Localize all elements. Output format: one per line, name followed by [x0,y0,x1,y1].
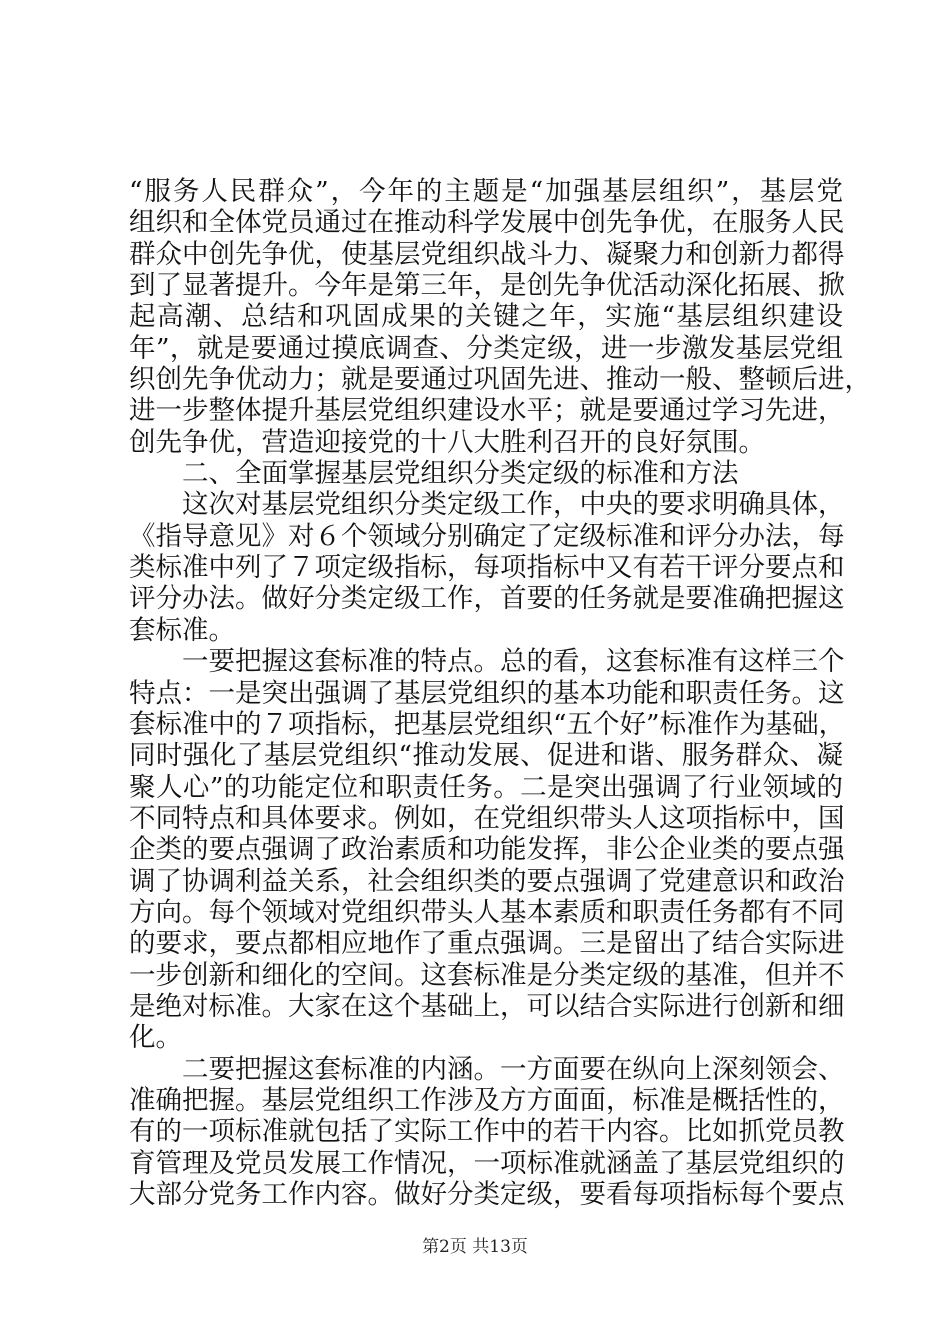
text-line: 方向。每个领域对党组织带头人基本素质和职责任务都有不同 [129,896,845,928]
text-line: 的要求，要点都相应地作了重点强调。三是留出了结合实际进 [129,928,845,960]
text-line: 套标准中的７项指标，把基层党组织“五个好”标准作为基础， [129,708,846,740]
text-line: 二、全面掌握基层党组织分类定级的标准和方法 [182,458,739,490]
page-footer: 第2页 共13页 [422,1237,528,1257]
text-line: 有的一项标准就包括了实际工作中的若干内容。比如抓党员教 [129,1116,845,1148]
text-line: 类标准中列了７项定级指标，每项指标中又有若干评分要点和 [129,552,845,584]
text-line: 《指导意见》对６个领域分别确定了定级标准和评分办法，每 [129,520,845,552]
text-line: 一步创新和细化的空间。这套标准是分类定级的基准，但并不 [129,959,845,991]
text-line: 织创先争优动力；就是要通过巩固先进、推动一般、整顿后进， [129,364,871,396]
text-line: 特点：一是突出强调了基层党组织的基本功能和职责任务。这 [129,677,845,709]
text-line: 大部分党务工作内容。做好分类定级，要看每项指标每个要点 [129,1179,845,1210]
text-line: 准确把握。基层党组织工作涉及方方面面，标准是概括性的， [129,1084,845,1116]
text-line: 化。 [129,1022,182,1054]
text-line: 是绝对标准。大家在这个基础上，可以结合实际进行创新和细 [129,990,845,1022]
text-line: 一要把握这套标准的特点。总的看，这套标准有这样三个 [182,646,845,678]
text-line: 育管理及党员发展工作情况，一项标准就涵盖了基层党组织的 [129,1147,845,1179]
text-line: 到了显著提升。今年是第三年，是创先争优活动深化拓展、掀 [129,270,845,302]
text-line: 套标准。 [129,614,235,646]
text-line: “服务人民群众”，今年的主题是“加强基层组织”，基层党 [129,176,843,207]
text-line: 群众中创先争优，使基层党组织战斗力、凝聚力和创新力都得 [129,238,845,270]
text-line: 组织和全体党员通过在推动科学发展中创先争优，在服务人民 [129,207,845,239]
text-line: 起高潮、总结和巩固成果的关键之年，实施“基层组织建设 [129,301,843,333]
text-line: 创先争优，营造迎接党的十八大胜利召开的良好氛围。 [129,426,765,458]
text-line: 不同特点和具体要求。例如，在党组织带头人这项指标中，国 [129,802,845,834]
text-line: 二要把握这套标准的内涵。一方面要在纵向上深刻领会、 [182,1053,845,1085]
text-line: 这次对基层党组织分类定级工作，中央的要求明确具体， [182,489,845,521]
text-line: 企类的要点强调了政治素质和功能发挥，非公企业类的要点强 [129,834,845,866]
text-line: 评分办法。做好分类定级工作，首要的任务就是要准确把握这 [129,583,845,615]
text-line: 聚人心”的功能定位和职责任务。二是突出强调了行业领域的 [129,771,843,803]
text-line: 年”，就是要通过摸底调查、分类定级，进一步激发基层党组 [129,332,843,364]
document-body [129,176,871,1210]
text-line: 调了协调利益关系，社会组织类的要点强调了党建意识和政治 [129,865,845,897]
text-line: 进一步整体提升基层党组织建设水平；就是要通过学习先进， [129,395,845,427]
text-line: 同时强化了基层党组织“推动发展、促进和谐、服务群众、凝 [129,740,843,772]
